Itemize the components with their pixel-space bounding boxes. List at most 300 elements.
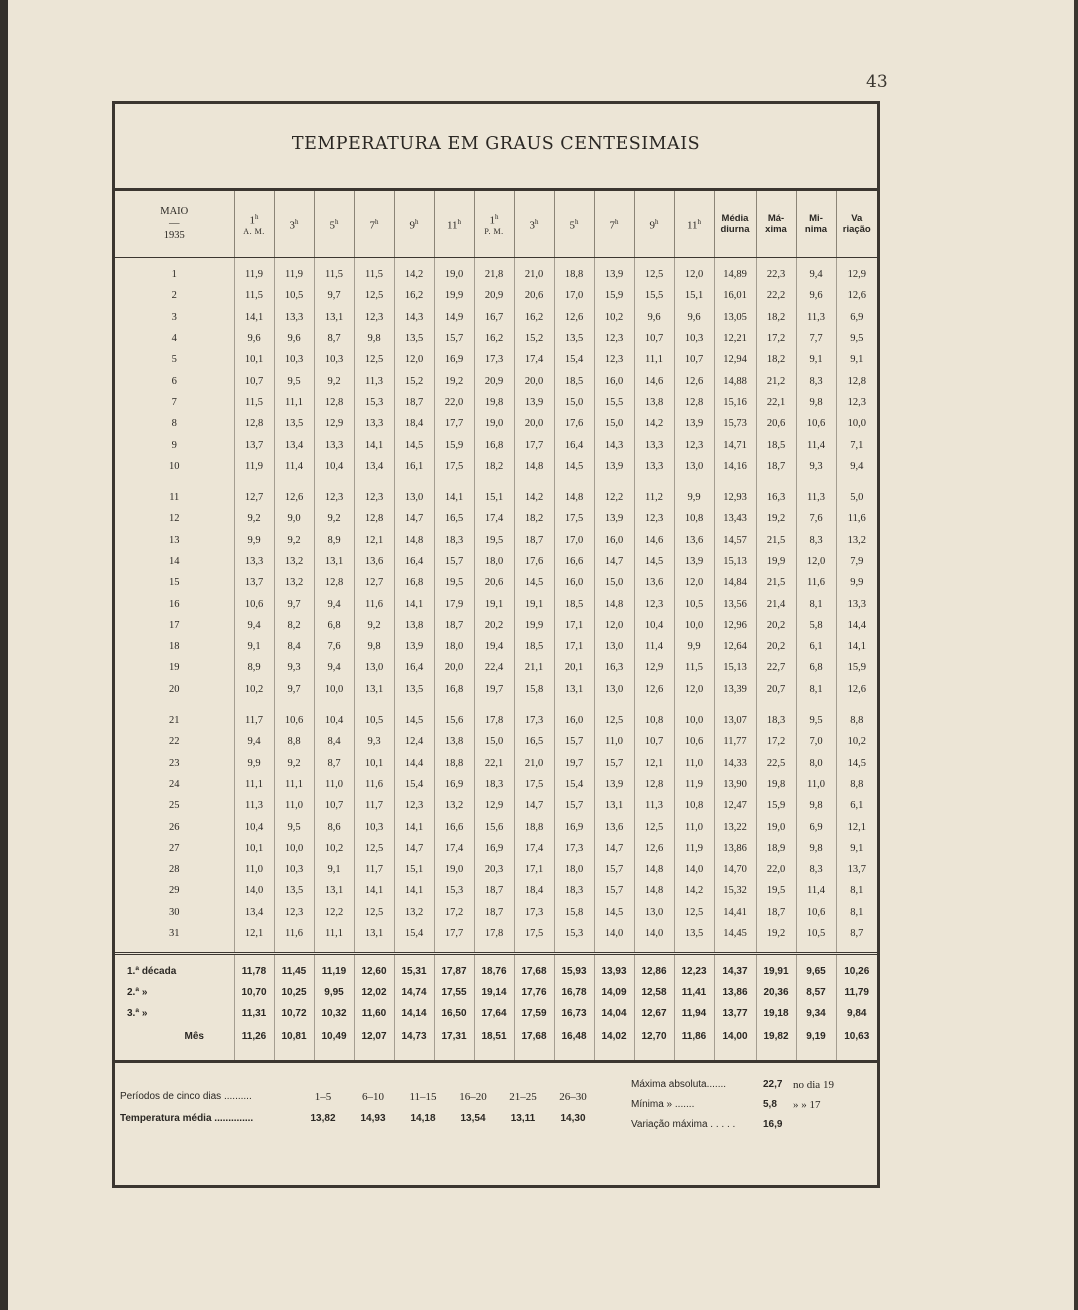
value-cell: 20,6 xyxy=(514,285,554,306)
spacer-cell xyxy=(314,954,354,962)
hour-header xyxy=(514,191,554,258)
value-cell: 22,4 xyxy=(474,657,514,678)
value-cell: 15,4 xyxy=(554,774,594,795)
decade-value: 14,09 xyxy=(594,982,634,1003)
value-cell: 22,0 xyxy=(434,392,474,413)
value-cell: 10,7 xyxy=(674,349,714,370)
value-cell: 14,89 xyxy=(714,264,756,285)
variacao-header xyxy=(836,191,877,258)
max-abs-value: 22,7 xyxy=(763,1079,783,1091)
value-cell: 14,2 xyxy=(674,880,714,901)
value-cell: 12,3 xyxy=(674,434,714,455)
value-cell: 19,7 xyxy=(474,679,514,700)
value-cell: 16,5 xyxy=(434,508,474,529)
value-cell: 10,4 xyxy=(234,816,274,837)
month-header xyxy=(115,191,234,258)
spacer-cell xyxy=(634,944,674,954)
spacer-cell xyxy=(115,1048,234,1062)
data-row xyxy=(115,413,877,434)
value-cell: 15,1 xyxy=(674,285,714,306)
value-cell: 15,7 xyxy=(434,551,474,572)
day-cell: 3 xyxy=(115,307,234,328)
day-cell: 4 xyxy=(115,328,234,349)
decade-summary-row xyxy=(115,982,877,1003)
value-cell: 17,4 xyxy=(434,838,474,859)
value-cell: 11,1 xyxy=(314,923,354,944)
value-cell: 11,5 xyxy=(234,392,274,413)
value-cell: 16,9 xyxy=(554,816,594,837)
page-number: 43 xyxy=(866,72,888,92)
value-cell: 20,3 xyxy=(474,859,514,880)
value-cell: 11,6 xyxy=(796,572,836,593)
minima-header-line-2: nima xyxy=(804,224,828,235)
spacer-cell xyxy=(314,944,354,954)
data-row xyxy=(115,859,877,880)
hour-sup: h xyxy=(495,213,499,222)
value-cell: 13,3 xyxy=(234,551,274,572)
value-cell: 16,0 xyxy=(594,370,634,391)
value-cell: 11,9 xyxy=(674,774,714,795)
spacer-cell xyxy=(594,1048,634,1062)
value-cell: 12,0 xyxy=(796,551,836,572)
value-cell: 12,8 xyxy=(234,413,274,434)
value-cell: 9,6 xyxy=(674,307,714,328)
value-cell: 12,3 xyxy=(634,593,674,614)
spacer-cell xyxy=(756,477,796,487)
value-cell: 9,8 xyxy=(796,838,836,859)
value-cell: 14,57 xyxy=(714,530,756,551)
value-cell: 18,3 xyxy=(434,530,474,551)
value-cell: 20,0 xyxy=(514,413,554,434)
value-cell: 9,8 xyxy=(796,795,836,816)
value-cell: 18,0 xyxy=(474,551,514,572)
value-cell: 13,1 xyxy=(354,923,394,944)
value-cell: 8,3 xyxy=(796,859,836,880)
value-cell: 19,9 xyxy=(434,285,474,306)
data-row xyxy=(115,753,877,774)
period-range: 26–30 xyxy=(559,1091,587,1104)
value-cell: 9,4 xyxy=(796,264,836,285)
value-cell: 14,3 xyxy=(594,434,634,455)
value-cell: 17,2 xyxy=(756,731,796,752)
decade-summary-row xyxy=(115,961,877,982)
value-cell: 22,1 xyxy=(474,753,514,774)
value-cell: 14,70 xyxy=(714,859,756,880)
value-cell: 15,9 xyxy=(434,434,474,455)
value-cell: 14,6 xyxy=(634,530,674,551)
hour-header xyxy=(554,191,594,258)
hour-sup: h xyxy=(295,218,299,227)
value-cell: 10,0 xyxy=(674,710,714,731)
value-cell: 12,8 xyxy=(314,572,354,593)
period-temp: 13,82 xyxy=(310,1113,336,1125)
data-row xyxy=(115,370,877,391)
value-cell: 18,5 xyxy=(756,434,796,455)
value-cell: 8,8 xyxy=(850,715,864,727)
value-cell: 11,3 xyxy=(354,370,394,391)
value-cell: 16,5 xyxy=(514,731,554,752)
value-cell: 9,5 xyxy=(796,710,836,731)
value-cell: 9,1 xyxy=(234,636,274,657)
spacer-cell xyxy=(474,944,514,954)
value-cell: 18,2 xyxy=(474,456,514,477)
decade-value: 10,25 xyxy=(274,982,314,1003)
spacer-cell xyxy=(796,954,836,962)
value-cell: 9,2 xyxy=(354,615,394,636)
value-cell: 16,4 xyxy=(394,657,434,678)
value-cell: 14,4 xyxy=(394,753,434,774)
value-cell: 8,6 xyxy=(314,816,354,837)
value-cell: 10,8 xyxy=(674,795,714,816)
value-cell: 12,5 xyxy=(354,902,394,923)
value-cell: 12,1 xyxy=(847,821,866,833)
value-cell: 14,16 xyxy=(714,456,756,477)
value-cell: 13,1 xyxy=(314,880,354,901)
data-row xyxy=(115,902,877,923)
spacer-cell xyxy=(796,477,836,487)
value-cell: 12,3 xyxy=(314,487,354,508)
value-cell: 14,0 xyxy=(234,880,274,901)
day-cell: 20 xyxy=(115,679,234,700)
value-cell: 5,8 xyxy=(796,615,836,636)
value-cell: 14,5 xyxy=(594,902,634,923)
spacer-cell xyxy=(234,944,274,954)
value-cell: 22,0 xyxy=(756,859,796,880)
hour-sup: h xyxy=(457,218,462,227)
value-cell: 13,9 xyxy=(394,636,434,657)
value-cell: 11,1 xyxy=(274,774,314,795)
spacer-cell xyxy=(674,700,714,710)
value-cell: 15,13 xyxy=(714,657,756,678)
month-value: 11,86 xyxy=(674,1024,714,1048)
value-cell: 18,8 xyxy=(554,264,594,285)
hour-label xyxy=(315,216,354,232)
value-cell: 12,1 xyxy=(354,530,394,551)
value-cell: 19,5 xyxy=(434,572,474,593)
spacer-cell xyxy=(634,477,674,487)
value-cell: 12,9 xyxy=(634,657,674,678)
year-label: 1935 xyxy=(163,230,185,241)
value-cell: 13,5 xyxy=(274,880,314,901)
value-cell: 16,3 xyxy=(594,657,634,678)
hour-label xyxy=(635,216,674,232)
day-cell: 7 xyxy=(115,392,234,413)
value-cell: 9,1 xyxy=(314,859,354,880)
day-cell: 29 xyxy=(115,880,234,901)
value-cell: 17,3 xyxy=(474,349,514,370)
value-cell: 18,7 xyxy=(434,615,474,636)
value-cell: 9,2 xyxy=(274,753,314,774)
value-cell: 16,0 xyxy=(594,530,634,551)
data-row xyxy=(115,508,877,529)
value-cell: 12,3 xyxy=(354,487,394,508)
footer xyxy=(115,1063,877,1163)
value-cell: 9,9 xyxy=(234,753,274,774)
month-value: 16,48 xyxy=(554,1024,594,1048)
table-frame xyxy=(112,101,880,1188)
value-cell: 17,1 xyxy=(554,615,594,636)
value-cell: 11,77 xyxy=(714,731,756,752)
decade-value: 12,23 xyxy=(674,961,714,982)
value-cell: 11,0 xyxy=(274,795,314,816)
hour-sup: h xyxy=(655,218,659,227)
value-cell: 13,1 xyxy=(354,679,394,700)
value-cell: 10,2 xyxy=(314,838,354,859)
value-cell: 11,3 xyxy=(796,487,836,508)
value-cell: 18,7 xyxy=(394,392,434,413)
value-cell: 12,5 xyxy=(354,285,394,306)
value-cell: 10,7 xyxy=(634,328,674,349)
value-cell: 21,0 xyxy=(514,753,554,774)
spacer-cell xyxy=(314,700,354,710)
value-cell: 18,4 xyxy=(514,880,554,901)
value-cell: 13,4 xyxy=(274,434,314,455)
data-row xyxy=(115,487,877,508)
value-cell: 11,4 xyxy=(796,434,836,455)
value-cell: 5,0 xyxy=(850,492,864,504)
value-cell: 18,2 xyxy=(756,307,796,328)
value-cell: 22,3 xyxy=(756,264,796,285)
data-row xyxy=(115,838,877,859)
spacer-cell xyxy=(554,700,594,710)
value-cell: 20,9 xyxy=(474,370,514,391)
value-cell: 15,3 xyxy=(354,392,394,413)
month-value: 18,51 xyxy=(474,1024,514,1048)
hour-number: 5 xyxy=(569,219,575,232)
minima-row xyxy=(631,1099,821,1112)
value-cell: 11,0 xyxy=(674,816,714,837)
value-cell: 15,8 xyxy=(514,679,554,700)
hour-sup: h xyxy=(615,218,619,227)
hour-header xyxy=(394,191,434,258)
value-cell: 6,8 xyxy=(314,615,354,636)
data-row xyxy=(115,816,877,837)
decade-value: 14,14 xyxy=(394,1003,434,1024)
max-abs-row xyxy=(631,1079,834,1092)
value-cell: 10,6 xyxy=(274,710,314,731)
value-cell: 22,5 xyxy=(756,753,796,774)
value-cell: 7,6 xyxy=(796,508,836,529)
decade-value: 12,02 xyxy=(354,982,394,1003)
value-cell: 16,2 xyxy=(514,307,554,328)
value-cell: 19,1 xyxy=(474,593,514,614)
value-cell: 18,9 xyxy=(756,838,796,859)
hour-label xyxy=(555,216,594,232)
value-cell: 15,9 xyxy=(847,662,866,674)
day-cell: 15 xyxy=(115,572,234,593)
value-cell: 10,5 xyxy=(674,593,714,614)
spacer-cell xyxy=(314,477,354,487)
value-cell: 20,1 xyxy=(554,657,594,678)
value-cell: 14,7 xyxy=(594,551,634,572)
decade-value: 11,60 xyxy=(354,1003,394,1024)
value-cell: 10,4 xyxy=(314,710,354,731)
decade-value: 13,93 xyxy=(594,961,634,982)
value-cell: 11,3 xyxy=(796,307,836,328)
value-cell: 13,2 xyxy=(434,795,474,816)
value-cell: 12,3 xyxy=(274,902,314,923)
variacao-label: Variação máxima . . . . . xyxy=(631,1119,736,1131)
spacer-cell xyxy=(514,477,554,487)
value-cell: 12,47 xyxy=(714,795,756,816)
spacer-cell xyxy=(394,477,434,487)
value-cell: 13,05 xyxy=(714,307,756,328)
value-cell: 17,3 xyxy=(514,710,554,731)
spacer-row xyxy=(115,954,877,962)
value-cell: 8,1 xyxy=(850,906,864,918)
data-row xyxy=(115,530,877,551)
value-cell: 13,1 xyxy=(314,307,354,328)
value-cell: 9,5 xyxy=(274,370,314,391)
spacer-cell xyxy=(796,944,836,954)
spacer-cell xyxy=(354,700,394,710)
value-cell: 16,0 xyxy=(554,572,594,593)
value-cell: 11,5 xyxy=(314,264,354,285)
value-cell: 12,6 xyxy=(274,487,314,508)
value-cell: 17,4 xyxy=(514,838,554,859)
value-cell: 7,6 xyxy=(314,636,354,657)
value-cell: 9,8 xyxy=(796,392,836,413)
value-cell: 13,0 xyxy=(594,679,634,700)
hour-label xyxy=(395,216,434,232)
value-cell: 12,2 xyxy=(594,487,634,508)
data-row xyxy=(115,285,877,306)
day-cell: 22 xyxy=(115,731,234,752)
period-range: 16–20 xyxy=(459,1091,487,1104)
variacao-header-line-1: Va xyxy=(851,213,863,224)
value-cell: 10,1 xyxy=(234,349,274,370)
spacer-cell xyxy=(115,944,234,954)
day-cell: 9 xyxy=(115,434,234,455)
value-cell: 8,1 xyxy=(796,679,836,700)
value-cell: 16,8 xyxy=(394,572,434,593)
spacer-cell xyxy=(594,700,634,710)
hour-sup: h xyxy=(255,213,259,222)
value-cell: 17,5 xyxy=(554,508,594,529)
value-cell: 12,7 xyxy=(354,572,394,593)
spacer-cell xyxy=(594,954,634,962)
value-cell: 13,0 xyxy=(594,636,634,657)
title-box xyxy=(115,104,877,191)
decade-value: 9,95 xyxy=(314,982,354,1003)
decade-value: 14,04 xyxy=(594,1003,634,1024)
value-cell: 11,4 xyxy=(796,880,836,901)
value-cell: 9,3 xyxy=(274,657,314,678)
value-cell: 10,3 xyxy=(674,328,714,349)
month-value: 10,49 xyxy=(314,1024,354,1048)
value-cell: 15,7 xyxy=(554,795,594,816)
value-cell: 15,8 xyxy=(554,902,594,923)
value-cell: 21,1 xyxy=(514,657,554,678)
value-cell: 12,0 xyxy=(674,679,714,700)
hour-sup: h xyxy=(697,218,702,227)
value-cell: 22,1 xyxy=(756,392,796,413)
spacer-cell xyxy=(634,954,674,962)
value-cell: 15,7 xyxy=(594,859,634,880)
month-value: 14,02 xyxy=(594,1024,634,1048)
value-cell: 9,7 xyxy=(314,285,354,306)
periodos-row xyxy=(120,1091,252,1102)
hour-header xyxy=(234,191,274,258)
value-cell: 9,4 xyxy=(234,731,274,752)
value-cell: 11,0 xyxy=(674,753,714,774)
spacer-cell xyxy=(836,700,877,710)
value-cell: 20,9 xyxy=(474,285,514,306)
value-cell: 13,0 xyxy=(634,902,674,923)
value-cell: 17,9 xyxy=(434,593,474,614)
day-cell: 25 xyxy=(115,795,234,816)
hour-period: P. M. xyxy=(484,226,504,236)
spacer-cell xyxy=(394,944,434,954)
value-cell: 10,3 xyxy=(354,816,394,837)
value-cell: 13,5 xyxy=(394,328,434,349)
value-cell: 13,4 xyxy=(234,902,274,923)
value-cell: 9,1 xyxy=(796,349,836,370)
hour-header xyxy=(634,191,674,258)
value-cell: 9,4 xyxy=(314,593,354,614)
value-cell: 14,0 xyxy=(634,923,674,944)
hour-number: 11 xyxy=(686,219,698,232)
page-binding-edge xyxy=(0,0,8,1310)
periodos-dots: .......... xyxy=(223,1091,252,1103)
value-cell: 15,2 xyxy=(394,370,434,391)
value-cell: 17,5 xyxy=(514,923,554,944)
day-cell: 12 xyxy=(115,508,234,529)
value-cell: 13,7 xyxy=(234,434,274,455)
value-cell: 18,7 xyxy=(756,902,796,923)
value-cell: 8,8 xyxy=(274,731,314,752)
decade-spacer-row xyxy=(115,477,877,487)
month-value: 14,00 xyxy=(714,1024,756,1048)
value-cell: 12,3 xyxy=(594,328,634,349)
value-cell: 13,8 xyxy=(434,731,474,752)
value-cell: 12,6 xyxy=(634,679,674,700)
value-cell: 13,90 xyxy=(714,774,756,795)
hour-header xyxy=(474,191,514,258)
decade-value: 11,31 xyxy=(234,1003,274,1024)
month-value: 10,81 xyxy=(274,1024,314,1048)
hour-header xyxy=(594,191,634,258)
data-row xyxy=(115,456,877,477)
spacer-cell xyxy=(554,944,594,954)
value-cell: 12,0 xyxy=(674,264,714,285)
value-cell: 11,5 xyxy=(354,264,394,285)
spacer-cell xyxy=(634,700,674,710)
hour-period: A. M. xyxy=(243,226,265,236)
value-cell: 9,0 xyxy=(274,508,314,529)
spacer-cell xyxy=(836,944,877,954)
value-cell: 21,8 xyxy=(474,264,514,285)
hour-number: 7 xyxy=(369,219,375,232)
spacer-cell xyxy=(756,954,796,962)
value-cell: 13,3 xyxy=(847,598,866,610)
value-cell: 14,7 xyxy=(394,838,434,859)
value-cell: 18,8 xyxy=(514,816,554,837)
value-cell: 11,1 xyxy=(634,349,674,370)
decade-label: 3.ª » xyxy=(115,1003,234,1024)
value-cell: 21,0 xyxy=(514,264,554,285)
value-cell: 10,7 xyxy=(634,731,674,752)
value-cell: 12,1 xyxy=(234,923,274,944)
hour-label xyxy=(435,216,474,232)
value-cell: 8,3 xyxy=(796,530,836,551)
variacao-row xyxy=(631,1119,783,1131)
data-row xyxy=(115,710,877,731)
value-cell: 12,5 xyxy=(634,264,674,285)
value-cell: 14,1 xyxy=(847,641,866,653)
spacer-cell xyxy=(514,700,554,710)
decade-value: 16,78 xyxy=(554,982,594,1003)
